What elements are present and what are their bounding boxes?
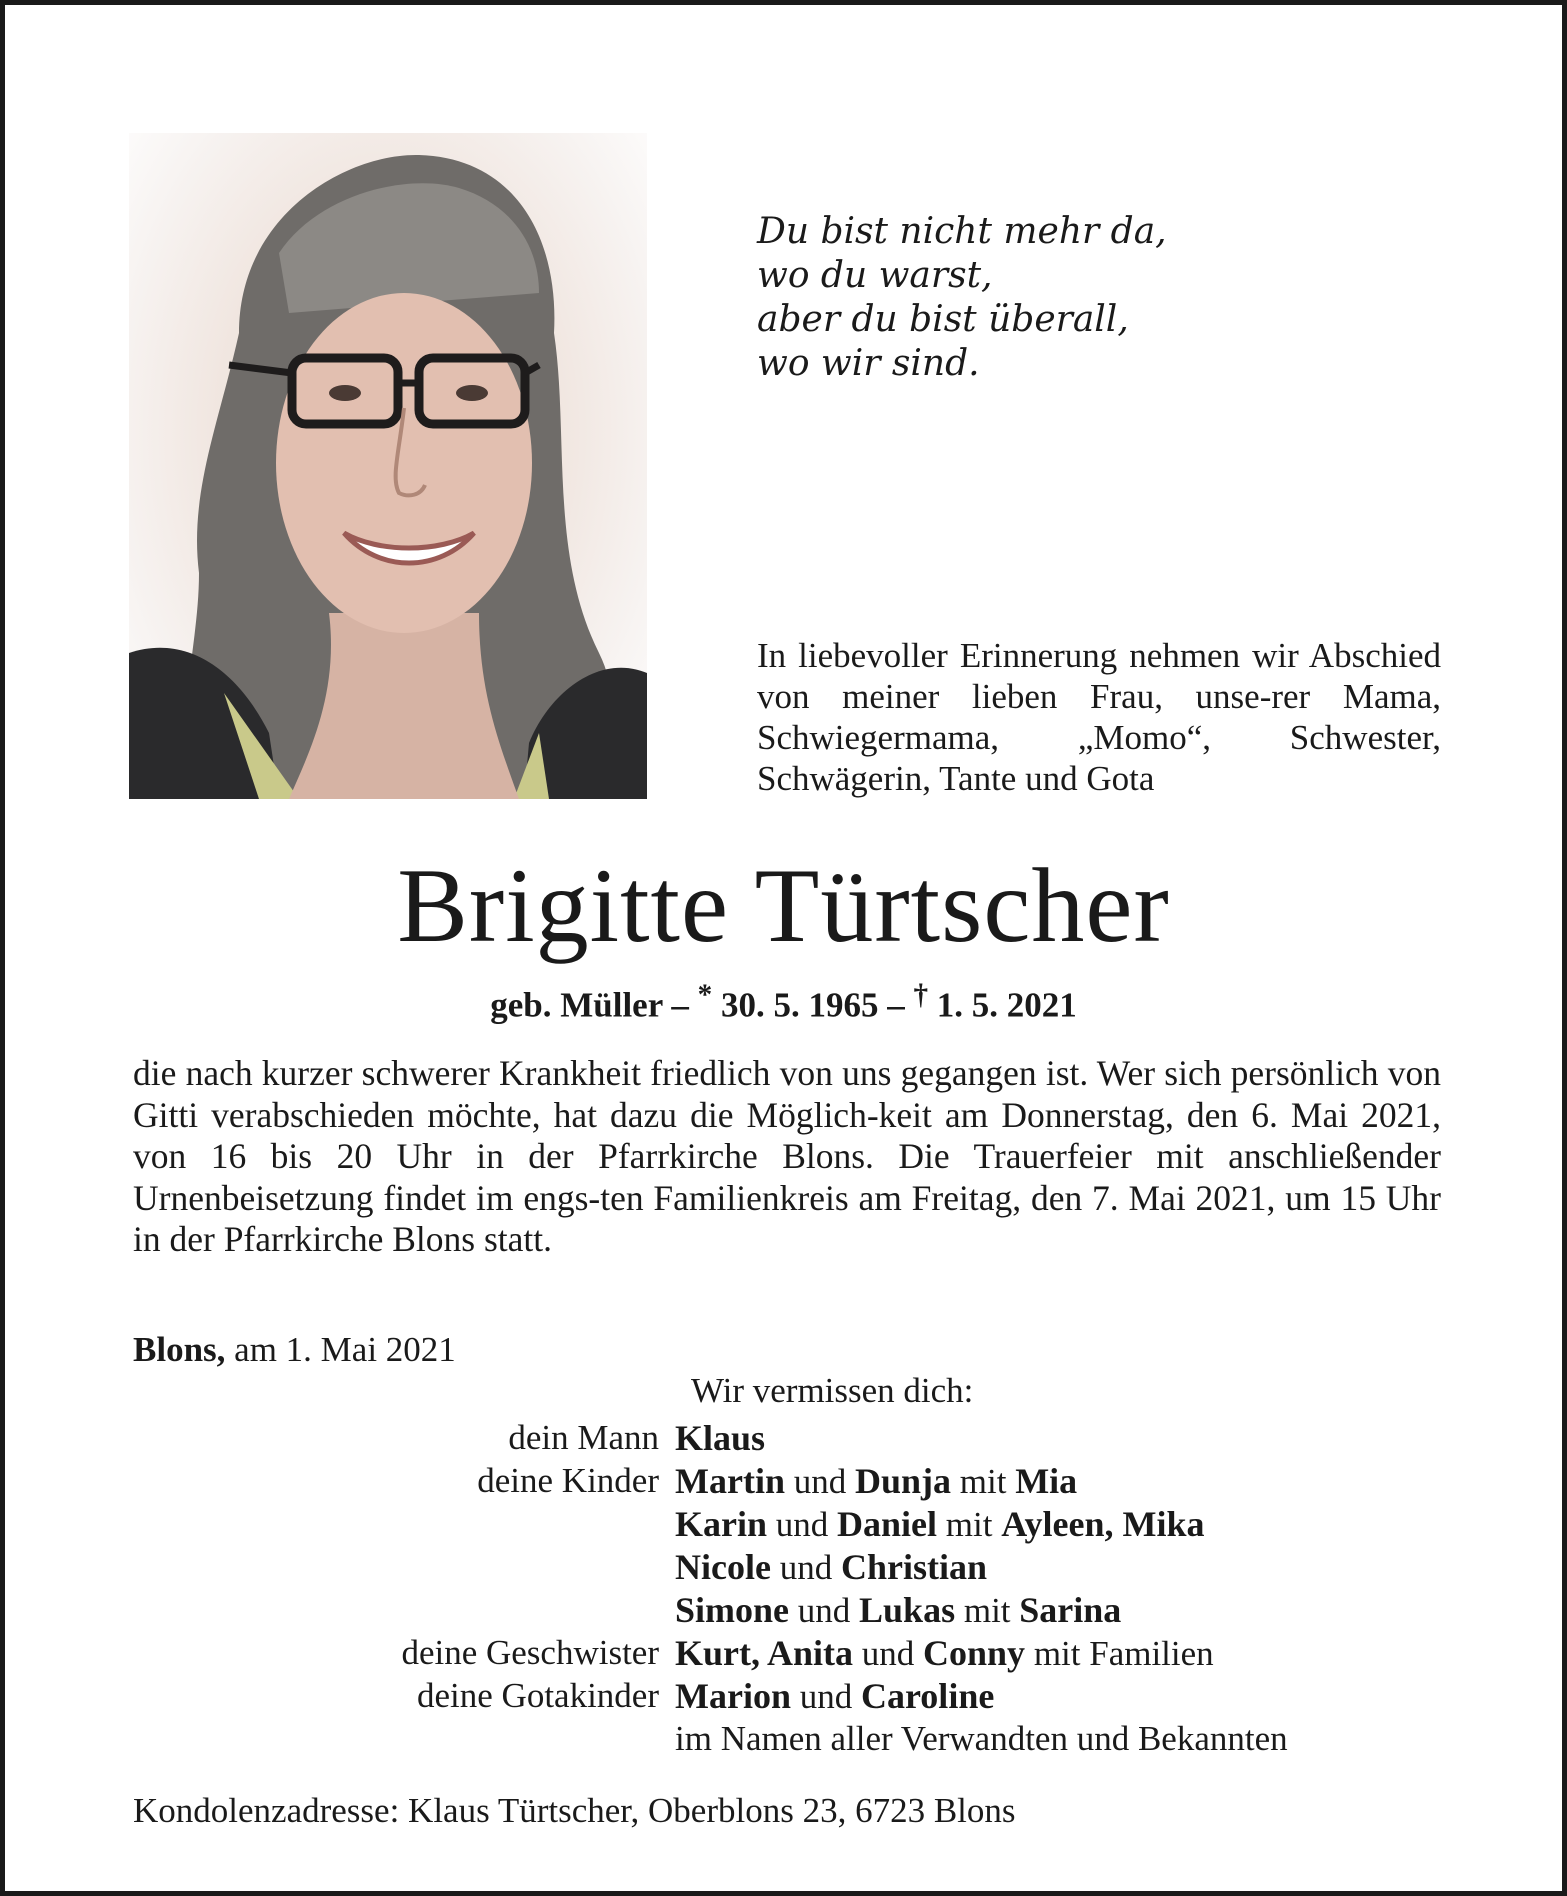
- family-list: [133, 1417, 1443, 1760]
- portrait-photo-icon: [129, 133, 647, 799]
- family-row: [133, 1417, 1443, 1460]
- poem-line: Du bist nicht mehr da,: [757, 211, 1167, 252]
- date: am 1. Mai 2021: [225, 1330, 456, 1369]
- missing-heading: Wir vermissen dich:: [691, 1371, 974, 1410]
- member-name: Martin: [675, 1461, 785, 1501]
- family-role-empty: [133, 1503, 675, 1546]
- family-role-empty: [133, 1718, 675, 1760]
- died-mark: †: [913, 979, 929, 1011]
- connector: mit: [951, 1462, 1016, 1501]
- member-name: Karin: [675, 1504, 768, 1544]
- family-members: [675, 1460, 1077, 1503]
- member-name: Conny: [923, 1633, 1026, 1673]
- family-role: dein Mann: [508, 1418, 659, 1457]
- life-dates: [5, 973, 1562, 1028]
- poem: [757, 210, 1237, 386]
- family-members: [675, 1417, 765, 1460]
- connector: und: [853, 1634, 924, 1673]
- poem-line: aber du bist überall,: [757, 299, 1129, 340]
- family-row: [133, 1589, 1443, 1632]
- family-role-empty: [133, 1546, 675, 1589]
- separator: –: [662, 985, 698, 1025]
- closing-line: im Namen aller Verwandten und Bekannten: [675, 1719, 1288, 1758]
- member-name: Dunja: [854, 1461, 951, 1501]
- member-name: Christian: [840, 1547, 987, 1587]
- connector: mit Familien: [1025, 1634, 1214, 1673]
- member-name: Daniel: [837, 1504, 938, 1544]
- member-name: Mia: [1015, 1461, 1078, 1501]
- family-row: [133, 1718, 1443, 1760]
- member-name: Caroline: [860, 1676, 995, 1716]
- family-row: [133, 1632, 1443, 1675]
- family-role: deine Kinder: [477, 1461, 659, 1500]
- family-members: [675, 1632, 1214, 1675]
- member-name: Lukas: [859, 1590, 956, 1630]
- connector: und: [767, 1505, 838, 1544]
- intro-text: In liebevoller Erinnerung nehmen wir Abschied von meiner lieben Frau, unse-rer Mama, Schwiegermama, „Momo“, Schwester, Schwägerin, Tante und Gota: [757, 636, 1441, 798]
- separator: –: [878, 985, 914, 1025]
- member-name: Marion: [675, 1676, 791, 1716]
- family-row: [133, 1675, 1443, 1718]
- body-text: die nach kurzer schwerer Krankheit friedlich von uns gegangen ist. Wer sich persönlich von Gitti verabschieden möchte, hat dazu die Möglich-keit am Donnerstag, den 6. Mai 2021, von 16 bis 20 Uhr in der Pfarrkirche Blons. Die Trauerfeier mit anschließender Urnenbeisetzung findet im engs-ten Familienkreis am Freitag, den 7. Mai 2021, um 15 Uhr in der Pfarrkirche Blons statt.: [133, 1053, 1441, 1259]
- family-role: deine Geschwister: [401, 1633, 659, 1672]
- member-name: Klaus: [675, 1418, 766, 1458]
- connector: und: [770, 1548, 841, 1587]
- connector: und: [784, 1462, 855, 1501]
- family-role: deine Gotakinder: [417, 1676, 659, 1715]
- place-date: [133, 1328, 456, 1372]
- birth-name: geb. Müller: [490, 985, 663, 1025]
- connector: mit: [937, 1505, 1002, 1544]
- place: Blons,: [133, 1330, 226, 1369]
- member-name: Ayleen, Mika: [1001, 1504, 1205, 1544]
- family-members: [675, 1589, 1121, 1632]
- death-date: 1. 5. 2021: [928, 985, 1077, 1025]
- deceased-name: Brigitte Türtscher: [397, 847, 1170, 964]
- connector: mit: [955, 1591, 1020, 1630]
- family-members: [675, 1675, 994, 1718]
- member-name: Nicole: [675, 1547, 771, 1587]
- member-name: Sarina: [1019, 1590, 1122, 1630]
- family-members: [675, 1503, 1205, 1546]
- family-role-empty: [133, 1589, 675, 1632]
- condolence-address: Kondolenzadresse: Klaus Türtscher, Oberblons 23, 6723 Blons: [133, 1791, 1016, 1830]
- member-name: Kurt, Anita: [675, 1633, 854, 1673]
- family-row: [133, 1546, 1443, 1589]
- birth-date: 30. 5. 1965: [712, 985, 879, 1025]
- connector: und: [790, 1677, 861, 1716]
- born-mark: *: [697, 979, 713, 1011]
- family-members: [675, 1546, 987, 1589]
- connector: und: [789, 1591, 860, 1630]
- family-row: [133, 1503, 1443, 1546]
- member-name: Simone: [675, 1590, 790, 1630]
- portrait-photo: [129, 133, 647, 799]
- poem-line: wo wir sind.: [757, 343, 980, 384]
- poem-line: wo du warst,: [757, 255, 993, 296]
- family-row: [133, 1460, 1443, 1503]
